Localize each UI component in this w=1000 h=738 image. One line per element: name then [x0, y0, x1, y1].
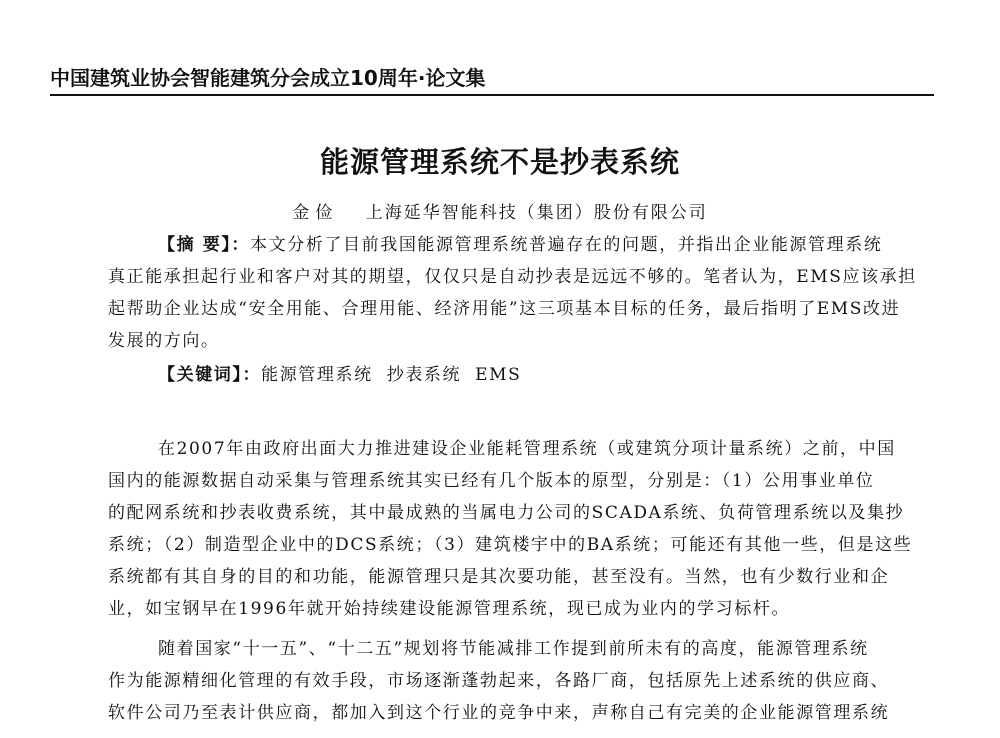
- body-paragraph-1: [108, 433, 913, 625]
- abstract-label: 【摘 要】：: [158, 235, 251, 255]
- body-paragraph-2: [108, 633, 898, 729]
- byline: [0, 198, 1000, 223]
- body-line: 业，如宝钢早在1996年就开始持续建设能源管理系统，现已成为业内的学习标杆。: [108, 599, 791, 619]
- body-line: 系统都有其自身的目的和功能，能源管理只是其次要功能，甚至没有。当然，也有少数行业和企: [108, 567, 890, 587]
- body-line: 作为能源精细化管理的有效手段，市场逐渐蓬勃起来，各路厂商，包括原先上述系统的供应商、: [108, 671, 890, 691]
- abstract-line: 发展的方向。: [108, 331, 220, 351]
- body-line: 在2007年由政府出面大力推进建设企业能耗管理系统（或建筑分项计量系统）之前，中国: [158, 439, 896, 459]
- abstract-line: 起帮助企业达成“安全用能、合理用能、经济用能”这三项基本目标的任务，最后指明了EMS改进: [108, 299, 901, 319]
- body-line: 随着国家“十一五”、“十二五”规划将节能减排工作提到前所未有的高度，能源管理系统: [158, 639, 869, 659]
- abstract-line: 真正能承担起行业和客户对其的期望，仅仅只是自动抄表是远远不够的。笔者认为，EMS应该承担: [108, 267, 917, 287]
- keywords-text: 能源管理系统 抄表系统 EMS: [261, 365, 522, 385]
- keywords-label: 【关键词】：: [158, 365, 262, 385]
- running-header: 中国建筑业协会智能建筑分会成立10周年·论文集: [50, 66, 486, 90]
- body-line: 的配网系统和抄表收费系统，其中最成熟的当属电力公司的SCADA系统、负荷管理系统以及集抄: [108, 503, 905, 523]
- header-rule: [50, 94, 934, 96]
- abstract-line: 本文分析了目前我国能源管理系统普遍存在的问题，并指出企业能源管理系统: [250, 235, 883, 255]
- body-line: 软件公司乃至表计供应商，都加入到这个行业的竞争中来，声称自己有完美的企业能源管理系统: [108, 703, 890, 723]
- keywords: [108, 359, 898, 391]
- author-affiliation: 上海延华智能科技（集团）股份有限公司: [365, 203, 708, 223]
- paper-title: 能源管理系统不是抄表系统: [319, 145, 680, 179]
- body-line: 国内的能源数据自动采集与管理系统其实已经有几个版本的原型，分别是：（1）公用事业单位: [108, 471, 875, 491]
- author-name: 金俭: [292, 203, 339, 223]
- abstract: [108, 229, 917, 357]
- body-line: 系统；（2）制造型企业中的DCS系统；（3）建筑楼宇中的BA系统；可能还有其他一些，但是这些: [108, 535, 913, 555]
